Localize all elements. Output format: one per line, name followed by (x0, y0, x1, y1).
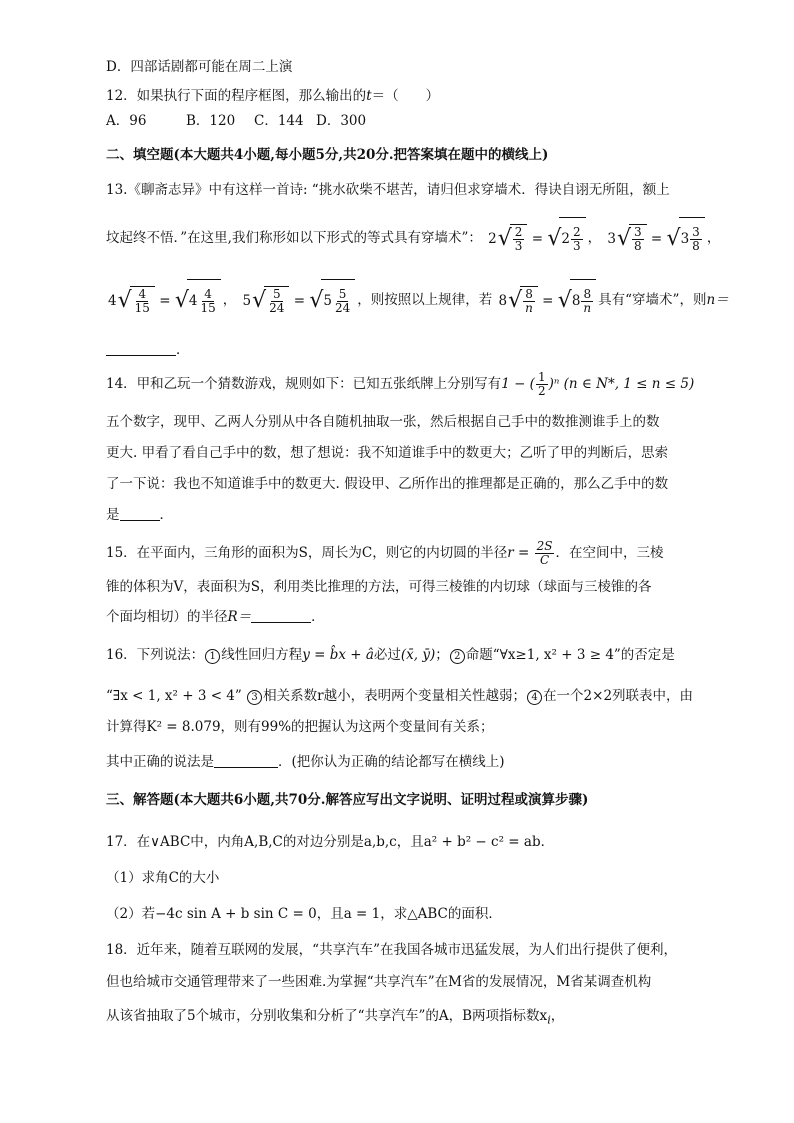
section-3-heading: 三、解答题(本大题共6小题,共70分.解答应写出文字说明、证明过程或演算步骤) (106, 792, 589, 808)
option-d-line: D．四部话剧都可能在周二上演 (106, 59, 293, 75)
option-d: D．300 (316, 113, 367, 129)
radical-expr-5: 8 √ $\frac{8}{n}$ = √ 8 $\frac{8}{n}$ (499, 280, 597, 321)
question-17-part1: （1）求角C的大小 (106, 870, 220, 886)
radical-expr-4: 5 √ $\frac{5}{24}$ = √ 5 $\frac{5}{24}$ (243, 280, 356, 321)
question-14-line5: 是 ． (106, 507, 173, 523)
question-14-line1: 14．甲和乙玩一个猜数游戏，规则如下：已知五张纸牌上分别写有1 − ( $\frac{1}{2}$ )ⁿ (n ∈ N*, 1 ≤ n ≤ 5) (106, 370, 695, 398)
option-c: C．144 (254, 113, 304, 129)
question-16-line1: 16．下列说法： 1 线性回归方程y = b̂x + â必过(x̄, ȳ)； 2 命题“∀x≥1, x² + 3 ≥ 4”的否定是 (106, 647, 675, 663)
question-14-line2: 五个数字，现甲、乙两人分别从中各自随机抽取一张，然后根据自己手中的数推测谁手上的数 (106, 414, 660, 430)
radical-expr-2: 3 √ $\frac{3}{8}$ = √ 3 $\frac{3}{8}$ (607, 218, 704, 259)
question-17-line1: 17．在∨ABC中，内角A,B,C的对边分别是a,b,c，且a² + b² − c² = ab． (106, 834, 555, 850)
question-12-options (106, 111, 396, 131)
question-13-answer-blank: ． (106, 340, 190, 360)
question-13-line3: 4 √ $\frac{4}{15}$ = √ 4 $\frac{4}{15}$ ， 5 √ $\frac{5}{24}$ = √ 5 $\frac{5}{24}$ ，则按照以上规律，若 8 √ $\frac{8}{n}$ = √ 8 $\frac{8}{n}$ 具有“穿墙术”，则n＝ (106, 280, 729, 320)
question-15-line3: 个面均相切）的半径R＝ ． (106, 609, 325, 625)
answer-blank-16[interactable] (214, 753, 278, 768)
question-17-part2: （2）若−4c sin A + b sin C = 0，且a = 1，求△ABC的面积． (106, 906, 502, 922)
question-12: 12．如果执行下面的程序框图，那么输出的t＝（ ） (106, 88, 440, 104)
question-15-line2: 锥的体积为V，表面积为S，利用类比推理的方法，可得三棱锥的内切球（球面与三棱锥的各 (106, 579, 652, 595)
question-16-line3: 计算得K² = 8.079，则有99%的把握认为这两个变量间有关系； (106, 719, 494, 735)
question-16-line4: 其中正确的说法是 ．(把你认为正确的结论都写在横线上) (106, 754, 505, 770)
answer-blank-14[interactable] (120, 506, 160, 521)
question-14-line3: 更大. 甲看了看自己手中的数，想了想说：我不知道谁手中的数更大；乙听了甲的判断后，思索 (106, 445, 669, 461)
radical-expr-3: 4 √ $\frac{4}{15}$ = √ 4 $\frac{4}{15}$ (108, 280, 221, 321)
option-a: A．96 (106, 113, 147, 129)
answer-blank-13[interactable] (106, 341, 176, 356)
question-18-line3: 从该省抽取了5个城市，分别收集和分析了“共享汽车”的A，B两项指标数$x_i$， (106, 1008, 565, 1027)
question-15-line1: 15．在平面内，三角形的面积为S，周长为C，则它的内切圆的半径r = $\frac{2S}{C}$ ．在空间中，三棱 (106, 539, 664, 567)
question-18-line1: 18．近年来，随着互联网的发展，“共享汽车”在我国各城市迅猛发展，为人们出行提供了便利， (106, 942, 677, 958)
option-b: B．120 (186, 113, 236, 129)
section-2-heading: 二、填空题(本大题共4小题,每小题5分,共20分.把答案填在题中的横线上) (106, 147, 549, 163)
question-13-line2: 坟起终不悟．”在这里,我们称形如以下形式的等式具有穿墙术”： 2 √ $\frac{2}{3}$ = √ 2 $\frac{2}{3}$ ， 3 √ $\frac{3}{8}$ = √ 3 $\frac{3}{8}$ ， (106, 218, 720, 258)
question-13-line1: 13.《聊斋志异》中有这样一首诗: “挑水砍柴不堪苦，请归但求穿墙术．得诀自诩无所阻，额上 (106, 182, 670, 198)
answer-blank-15[interactable] (251, 608, 311, 623)
question-16-line2: “∃x < 1, x² + 3 < 4” 3 相关系数r越小，表明两个变量相关性越弱； 4 在一个2×2列联表中，由 (106, 688, 694, 704)
radical-expr-1: 2 √ $\frac{2}{3}$ = √ 2 $\frac{2}{3}$ (488, 218, 585, 259)
question-14-line4: 了一下说：我也不知道谁手中的数更大. 假设甲、乙所作出的推理都是正确的，那么乙手中的数 (106, 476, 669, 492)
question-18-line2: 但也给城市交通管理带来了一些困难.为掌握“共享汽车”在M省的发展情况，M省某调查机构 (106, 974, 652, 990)
